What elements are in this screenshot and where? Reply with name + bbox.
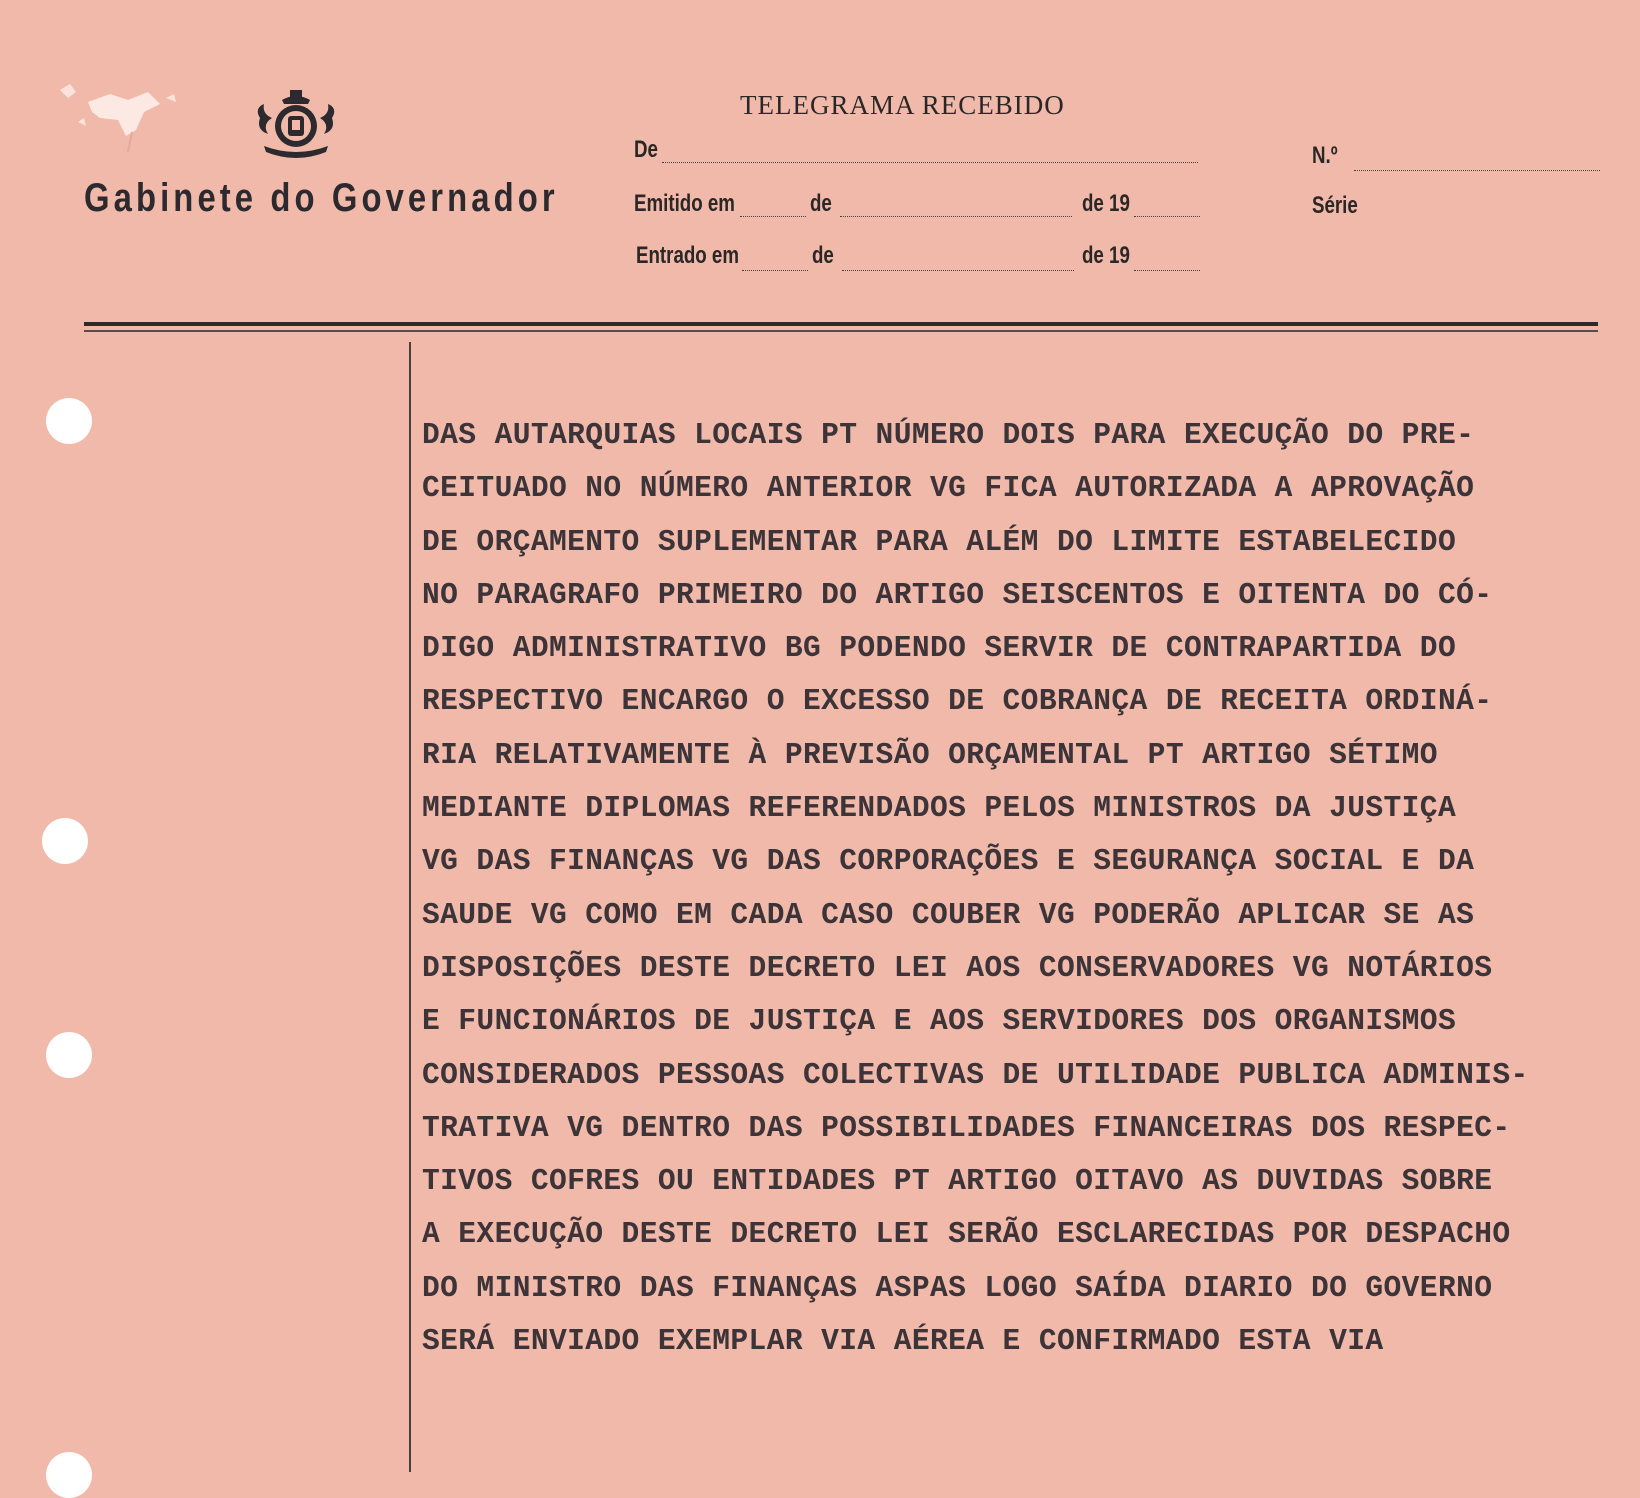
punch-hole (46, 398, 92, 444)
body-line: CONSIDERADOS PESSOAS COLECTIVAS DE UTILIDADE PUBLICA ADMINIS- (422, 1058, 1529, 1093)
field-label-entrado-ano: de 19 (1082, 242, 1130, 269)
form-title: TELEGRAMA RECEBIDO (740, 90, 1065, 120)
field-label-de: De (634, 136, 658, 163)
body-line: NO PARAGRAFO PRIMEIRO DO ARTIGO SEISCENTOS E OITENTA DO CÓ- (422, 578, 1493, 613)
field-line-entrado-dia (742, 270, 808, 271)
body-line: DO MINISTRO DAS FINANÇAS ASPAS LOGO SAÍDA DIARIO DO GOVERNO (422, 1271, 1493, 1306)
body-line: SERÁ ENVIADO EXEMPLAR VIA AÉREA E CONFIRMADO ESTA VIA (422, 1325, 1384, 1360)
field-label-emitido-de: de (810, 190, 832, 217)
field-line-de (662, 162, 1198, 163)
field-line-entrado-mes (842, 270, 1074, 271)
field-line-entrado-ano (1134, 270, 1200, 271)
field-label-emitido-em: Emitido em (634, 190, 735, 217)
punch-hole (46, 1032, 92, 1078)
body-line: DE ORÇAMENTO SUPLEMENTAR PARA ALÉM DO LIMITE ESTABELECIDO (422, 525, 1457, 560)
field-line-emitido-dia (740, 216, 806, 217)
body-line: A EXECUÇÃO DESTE DECRETO LEI SERÃO ESCLARECIDAS POR DESPACHO (422, 1218, 1511, 1253)
paper-damage-mark (48, 72, 188, 162)
header-divider (84, 322, 1598, 326)
field-label-emitido-ano: de 19 (1082, 190, 1130, 217)
office-name: Gabinete do Governador (84, 176, 559, 220)
body-line: TRATIVA VG DENTRO DAS POSSIBILIDADES FINANCEIRAS DOS RESPEC- (422, 1111, 1511, 1146)
body-line: VG DAS FINANÇAS VG DAS CORPORAÇÕES E SEGURANÇA SOCIAL E DA (422, 845, 1475, 880)
body-line: MEDIANTE DIPLOMAS REFERENDADOS PELOS MINISTROS DA JUSTIÇA (422, 792, 1457, 827)
body-line: E FUNCIONÁRIOS DE JUSTIÇA E AOS SERVIDORES DOS ORGANISMOS (422, 1005, 1457, 1040)
body-line: TIVOS COFRES OU ENTIDADES PT ARTIGO OITAVO AS DUVIDAS SOBRE (422, 1165, 1493, 1200)
punch-hole (42, 818, 88, 864)
coat-of-arms-emblem (250, 88, 342, 164)
telegram-body (422, 410, 1596, 1369)
margin-line (409, 342, 411, 1472)
body-line: RESPECTIVO ENCARGO O EXCESSO DE COBRANÇA DE RECEITA ORDINÁ- (422, 685, 1493, 720)
body-line: CEITUADO NO NÚMERO ANTERIOR VG FICA AUTORIZADA A APROVAÇÃO (422, 472, 1475, 507)
body-line: DISPOSIÇÕES DESTE DECRETO LEI AOS CONSERVADORES VG NOTÁRIOS (422, 951, 1493, 986)
body-line: RIA RELATIVAMENTE À PREVISÃO ORÇAMENTAL PT ARTIGO SÉTIMO (422, 738, 1438, 773)
header-divider-thin (84, 330, 1598, 332)
punch-hole (46, 1452, 92, 1498)
field-label-numero: N.º (1312, 142, 1338, 169)
field-line-emitido-ano (1134, 216, 1200, 217)
field-label-entrado-em: Entrado em (636, 242, 739, 269)
body-line: DAS AUTARQUIAS LOCAIS PT NÚMERO DOIS PARA EXECUÇÃO DO PRE- (422, 419, 1475, 453)
field-label-entrado-de: de (812, 242, 834, 269)
field-line-emitido-mes (840, 216, 1072, 217)
body-line: SAUDE VG COMO EM CADA CASO COUBER VG PODERÃO APLICAR SE AS (422, 898, 1475, 933)
field-line-numero (1354, 170, 1600, 171)
body-line: DIGO ADMINISTRATIVO BG PODENDO SERVIR DE CONTRAPARTIDA DO (422, 632, 1457, 667)
field-label-serie: Série (1312, 192, 1358, 219)
